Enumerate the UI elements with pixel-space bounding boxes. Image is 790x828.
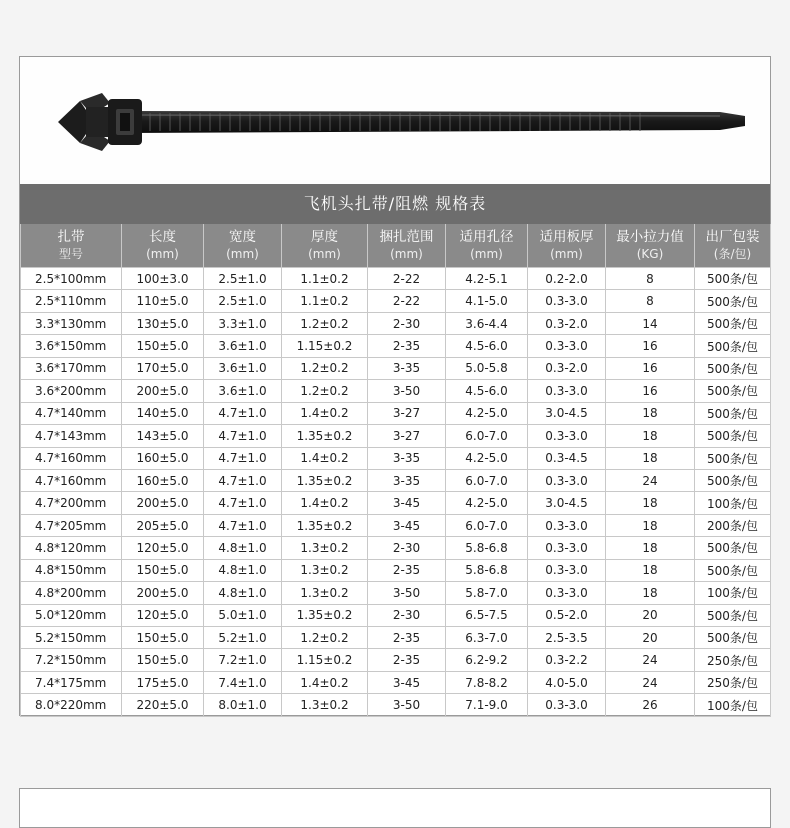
column-header-label: 扎带: [57, 228, 85, 245]
table-cell: 500条/包: [695, 447, 771, 469]
column-header-unit: 型号: [58, 246, 83, 261]
table-row: [21, 604, 771, 626]
table-cell: 4.7*143mm: [21, 425, 122, 447]
table-cell: 2.5±1.0: [204, 290, 282, 312]
table-cell: 500条/包: [695, 604, 771, 626]
column-header: [282, 224, 368, 268]
table-cell: 1.4±0.2: [282, 492, 368, 514]
table-cell: 200±5.0: [122, 582, 204, 604]
table-cell: 4.8*120mm: [21, 537, 122, 559]
table-cell: 4.8*200mm: [21, 582, 122, 604]
table-cell: 4.2-5.0: [446, 492, 528, 514]
table-cell: 16: [606, 357, 695, 379]
table-cell: 4.1-5.0: [446, 290, 528, 312]
table-cell: 3.6±1.0: [204, 357, 282, 379]
table-cell: 1.35±0.2: [282, 469, 368, 491]
table-cell: 5.0±1.0: [204, 604, 282, 626]
table-cell: 0.3-2.0: [528, 357, 606, 379]
table-cell: 5.0*120mm: [21, 604, 122, 626]
column-header-label: 厚度: [311, 228, 338, 245]
table-cell: 4.7±1.0: [204, 425, 282, 447]
table-cell: 20: [606, 604, 695, 626]
column-header-label: 宽度: [229, 228, 256, 245]
table-cell: 18: [606, 582, 695, 604]
table-cell: 500条/包: [695, 268, 771, 290]
table-row: [21, 447, 771, 469]
table-cell: 20: [606, 627, 695, 649]
table-cell: 250条/包: [695, 671, 771, 693]
table-row: [21, 627, 771, 649]
table-cell: 500条/包: [695, 627, 771, 649]
table-cell: 7.4*175mm: [21, 671, 122, 693]
table-row: [21, 559, 771, 581]
table-cell: 6.0-7.0: [446, 514, 528, 536]
table-cell: 0.3-2.2: [528, 649, 606, 671]
table-cell: 1.15±0.2: [282, 335, 368, 357]
table-cell: 4.7*205mm: [21, 514, 122, 536]
column-header: [446, 224, 528, 268]
table-cell: 1.4±0.2: [282, 671, 368, 693]
table-cell: 4.7±1.0: [204, 514, 282, 536]
table-row: [21, 380, 771, 402]
table-cell: 250条/包: [695, 649, 771, 671]
table-cell: 150±5.0: [122, 335, 204, 357]
table-cell: 3-27: [368, 425, 446, 447]
table-cell: 5.2±1.0: [204, 627, 282, 649]
table-cell: 0.3-3.0: [528, 335, 606, 357]
table-cell: 500条/包: [695, 537, 771, 559]
table-cell: 4.7±1.0: [204, 469, 282, 491]
column-header: [695, 224, 771, 268]
table-cell: 24: [606, 671, 695, 693]
table-cell: 2.5±1.0: [204, 268, 282, 290]
table-cell: 160±5.0: [122, 447, 204, 469]
table-cell: 4.0-5.0: [528, 671, 606, 693]
table-cell: 3.3*130mm: [21, 312, 122, 334]
table-cell: 4.8±1.0: [204, 559, 282, 581]
table-cell: 0.2-2.0: [528, 268, 606, 290]
column-header: [122, 224, 204, 268]
table-cell: 205±5.0: [122, 514, 204, 536]
table-cell: 18: [606, 492, 695, 514]
table-cell: 2.5*110mm: [21, 290, 122, 312]
table-cell: 0.3-3.0: [528, 694, 606, 716]
table-cell: 140±5.0: [122, 402, 204, 424]
table-cell: 6.5-7.5: [446, 604, 528, 626]
table-cell: 8.0*220mm: [21, 694, 122, 716]
table-cell: 0.3-3.0: [528, 537, 606, 559]
table-cell: 3.6*150mm: [21, 335, 122, 357]
table-cell: 200条/包: [695, 514, 771, 536]
table-cell: 6.3-7.0: [446, 627, 528, 649]
table-cell: 16: [606, 335, 695, 357]
table-cell: 0.3-3.0: [528, 290, 606, 312]
table-cell: 2.5-3.5: [528, 627, 606, 649]
column-header-unit: (mm): [550, 246, 583, 261]
table-cell: 100条/包: [695, 694, 771, 716]
table-row: [21, 671, 771, 693]
table-cell: 26: [606, 694, 695, 716]
table-cell: 8: [606, 268, 695, 290]
table-cell: 500条/包: [695, 402, 771, 424]
column-header-unit: (mm): [226, 246, 259, 261]
table-cell: 500条/包: [695, 380, 771, 402]
table-cell: 3.6-4.4: [446, 312, 528, 334]
table-cell: 0.3-3.0: [528, 582, 606, 604]
table-row: [21, 582, 771, 604]
table-cell: 5.8-7.0: [446, 582, 528, 604]
table-cell: 6.2-9.2: [446, 649, 528, 671]
column-header-unit: (条/包): [713, 246, 752, 261]
table-cell: 4.7±1.0: [204, 447, 282, 469]
table-cell: 3-35: [368, 357, 446, 379]
table-cell: 0.5-2.0: [528, 604, 606, 626]
table-cell: 18: [606, 402, 695, 424]
table-cell: 3-50: [368, 582, 446, 604]
table-cell: 120±5.0: [122, 604, 204, 626]
table-cell: 3-50: [368, 694, 446, 716]
table-cell: 4.5-6.0: [446, 380, 528, 402]
table-cell: 150±5.0: [122, 627, 204, 649]
table-cell: 100±3.0: [122, 268, 204, 290]
table-cell: 2-22: [368, 268, 446, 290]
table-row: [21, 694, 771, 716]
table-cell: 3.0-4.5: [528, 402, 606, 424]
table-cell: 2-35: [368, 335, 446, 357]
table-cell: 130±5.0: [122, 312, 204, 334]
table-cell: 2-35: [368, 627, 446, 649]
table-cell: 4.2-5.1: [446, 268, 528, 290]
table-cell: 1.15±0.2: [282, 649, 368, 671]
table-cell: 0.3-3.0: [528, 425, 606, 447]
table-cell: 1.3±0.2: [282, 559, 368, 581]
table-cell: 8.0±1.0: [204, 694, 282, 716]
table-cell: 16: [606, 380, 695, 402]
table-cell: 4.2-5.0: [446, 447, 528, 469]
table-cell: 0.3-3.0: [528, 380, 606, 402]
table-cell: 1.2±0.2: [282, 357, 368, 379]
table-cell: 3-45: [368, 492, 446, 514]
table-cell: 500条/包: [695, 357, 771, 379]
column-header-label: 适用孔径: [459, 228, 514, 245]
table-cell: 500条/包: [695, 559, 771, 581]
table-cell: 4.7*140mm: [21, 402, 122, 424]
table-cell: 500条/包: [695, 335, 771, 357]
table-cell: 120±5.0: [122, 537, 204, 559]
table-row: [21, 290, 771, 312]
table-cell: 1.2±0.2: [282, 627, 368, 649]
table-cell: 7.8-8.2: [446, 671, 528, 693]
column-header-label: 适用板厚: [539, 228, 594, 245]
table-cell: 18: [606, 447, 695, 469]
table-cell: 18: [606, 559, 695, 581]
table-cell: 5.8-6.8: [446, 559, 528, 581]
table-cell: 2.5*100mm: [21, 268, 122, 290]
table-cell: 200±5.0: [122, 492, 204, 514]
table-cell: 170±5.0: [122, 357, 204, 379]
table-cell: 7.1-9.0: [446, 694, 528, 716]
table-cell: 6.0-7.0: [446, 469, 528, 491]
table-cell: 1.1±0.2: [282, 268, 368, 290]
table-cell: 4.8*150mm: [21, 559, 122, 581]
table-cell: 500条/包: [695, 290, 771, 312]
table-cell: 1.35±0.2: [282, 604, 368, 626]
table-header-row: [21, 224, 771, 268]
table-cell: 2-35: [368, 649, 446, 671]
table-cell: 3-45: [368, 514, 446, 536]
table-cell: 1.3±0.2: [282, 582, 368, 604]
table-cell: 7.2*150mm: [21, 649, 122, 671]
table-cell: 1.4±0.2: [282, 447, 368, 469]
table-cell: 143±5.0: [122, 425, 204, 447]
table-cell: 3-35: [368, 469, 446, 491]
table-cell: 5.2*150mm: [21, 627, 122, 649]
table-cell: 7.2±1.0: [204, 649, 282, 671]
column-header-unit: (mm): [146, 246, 179, 261]
table-cell: 2-30: [368, 312, 446, 334]
table-cell: 4.5-6.0: [446, 335, 528, 357]
table-cell: 18: [606, 425, 695, 447]
column-header-label: 长度: [149, 228, 176, 245]
table-row: [21, 649, 771, 671]
table-cell: 3.6±1.0: [204, 380, 282, 402]
table-row: [21, 425, 771, 447]
table-cell: 200±5.0: [122, 380, 204, 402]
product-photo: [20, 57, 770, 184]
next-section-card: [19, 788, 771, 828]
column-header: [368, 224, 446, 268]
column-header-label: 捆扎范围: [379, 228, 434, 245]
column-header: [606, 224, 695, 268]
table-cell: 1.4±0.2: [282, 402, 368, 424]
column-header: [21, 224, 122, 268]
table-cell: 100条/包: [695, 492, 771, 514]
table-cell: 2-30: [368, 537, 446, 559]
table-cell: 150±5.0: [122, 649, 204, 671]
table-cell: 160±5.0: [122, 469, 204, 491]
table-cell: 150±5.0: [122, 559, 204, 581]
table-cell: 0.3-4.5: [528, 447, 606, 469]
table-cell: 24: [606, 469, 695, 491]
table-cell: 4.8±1.0: [204, 582, 282, 604]
table-cell: 4.2-5.0: [446, 402, 528, 424]
column-header-unit: (mm): [390, 246, 423, 261]
table-cell: 5.0-5.8: [446, 357, 528, 379]
table-cell: 3-50: [368, 380, 446, 402]
table-cell: 6.0-7.0: [446, 425, 528, 447]
table-cell: 3.6±1.0: [204, 335, 282, 357]
table-cell: 2-30: [368, 604, 446, 626]
table-cell: 3-27: [368, 402, 446, 424]
table-cell: 500条/包: [695, 469, 771, 491]
table-cell: 5.8-6.8: [446, 537, 528, 559]
column-header-label: 最小拉力值: [616, 228, 684, 245]
table-row: [21, 469, 771, 491]
table-cell: 175±5.0: [122, 671, 204, 693]
table-cell: 3.6*200mm: [21, 380, 122, 402]
table-cell: 3.6*170mm: [21, 357, 122, 379]
table-cell: 1.2±0.2: [282, 312, 368, 334]
column-header: [204, 224, 282, 268]
table-cell: 1.2±0.2: [282, 380, 368, 402]
table-row: [21, 514, 771, 536]
table-row: [21, 402, 771, 424]
column-header-unit: (KG): [636, 246, 664, 261]
spec-table: [20, 224, 771, 717]
table-row: [21, 312, 771, 334]
table-cell: 220±5.0: [122, 694, 204, 716]
spec-card: [19, 56, 771, 716]
column-header-label: 出厂包装: [705, 228, 760, 245]
table-cell: 3-35: [368, 447, 446, 469]
table-row: [21, 537, 771, 559]
table-row: [21, 357, 771, 379]
table-row: [21, 492, 771, 514]
table-title: 飞机头扎带/阻燃 规格表: [20, 184, 770, 224]
table-cell: 1.1±0.2: [282, 290, 368, 312]
table-cell: 8: [606, 290, 695, 312]
table-cell: 110±5.0: [122, 290, 204, 312]
table-cell: 1.35±0.2: [282, 425, 368, 447]
table-cell: 18: [606, 537, 695, 559]
table-cell: 500条/包: [695, 312, 771, 334]
column-header: [528, 224, 606, 268]
table-cell: 100条/包: [695, 582, 771, 604]
table-cell: 1.3±0.2: [282, 537, 368, 559]
table-cell: 14: [606, 312, 695, 334]
column-header-unit: (mm): [470, 246, 503, 261]
table-cell: 0.3-3.0: [528, 469, 606, 491]
table-cell: 4.7*160mm: [21, 447, 122, 469]
table-cell: 0.3-3.0: [528, 514, 606, 536]
table-cell: 0.3-2.0: [528, 312, 606, 334]
column-header-unit: (mm): [308, 246, 341, 261]
table-cell: 1.35±0.2: [282, 514, 368, 536]
table-cell: 500条/包: [695, 425, 771, 447]
table-cell: 2-22: [368, 290, 446, 312]
table-cell: 2-35: [368, 559, 446, 581]
table-row: [21, 335, 771, 357]
table-cell: 7.4±1.0: [204, 671, 282, 693]
table-cell: 4.7*160mm: [21, 469, 122, 491]
table-cell: 1.3±0.2: [282, 694, 368, 716]
table-cell: 4.7±1.0: [204, 402, 282, 424]
table-cell: 4.7*200mm: [21, 492, 122, 514]
cable-tie-image: [20, 57, 770, 184]
table-cell: 0.3-3.0: [528, 559, 606, 581]
table-cell: 3.0-4.5: [528, 492, 606, 514]
table-row: [21, 268, 771, 290]
table-cell: 3.3±1.0: [204, 312, 282, 334]
table-cell: 24: [606, 649, 695, 671]
table-cell: 4.7±1.0: [204, 492, 282, 514]
table-cell: 18: [606, 514, 695, 536]
table-cell: 3-45: [368, 671, 446, 693]
table-cell: 4.8±1.0: [204, 537, 282, 559]
